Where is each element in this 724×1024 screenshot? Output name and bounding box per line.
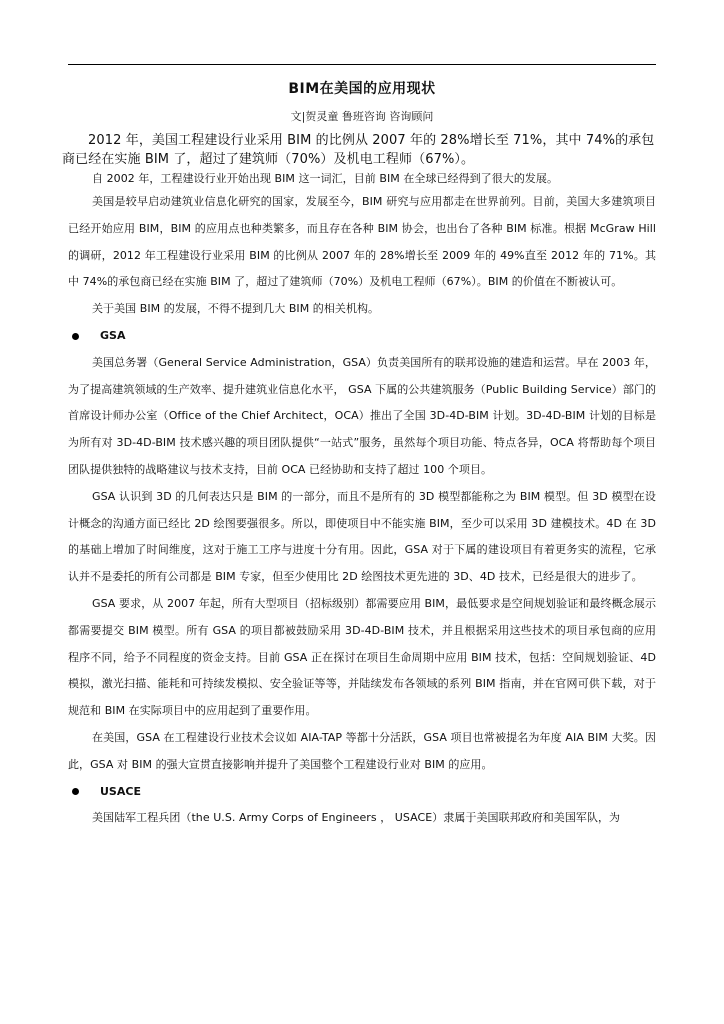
document-title: BIM在美国的应用现状 bbox=[288, 81, 436, 97]
lead-quote bbox=[62, 131, 658, 169]
paragraph-gsa-2: GSA 认识到 3D 的几何表达只是 BIM 的一部分，而且不是所有的 3D 模型都能称之为 BIM 模型。但 3D 模型在设计概念的沟通方面已经比 2D 绘图要强很多。所以，即使项目中不能实施 BIM，至少可以采用 3D 建模技术。4D 在 3D 的基础上增加了时间维度，这对于施工工序与进度十分有用。因此，GSA 对于下属的建设项目有着更务实的流程，它承认并不是委托的所有公司都是 BIM 专家，但至少使用比 2D 绘图技术更先进的 3D、4D 技术，已经是很大的进步了。 bbox=[68, 489, 656, 584]
paragraph-us-overview: 美国是较早启动建筑业信息化研究的国家，发展至今，BIM 研究与应用都走在世界前列。目前，美国大多建筑项目已经开始应用 BIM，BIM 的应用点也种类繁多，而且存在各种 BIM 协会，也出台了各种 BIM 标准。根据 McGraw Hill 的调研，2012 年工程建设行业采用 BIM 的比例从 2007 年的 28%增长至 2009 年的 49%直至 2012 年的 71%。其中 74%的承包商已经在实施 BIM 了，超过了建筑师（70%）及机电工程师（67%）。BIM 的价值在不断被认可。 bbox=[68, 195, 656, 289]
section-heading-usace bbox=[68, 779, 656, 806]
lead-paragraph: 2012 年，美国工程建设行业采用 BIM 的比例从 2007 年的 28%增长至 71%，其中 74%的承包商已经在实施 BIM 了，超过了建筑师（70%）及机电工程师（67%）。 bbox=[62, 133, 655, 167]
bullet-dot-icon bbox=[72, 333, 79, 340]
section-heading-gsa bbox=[68, 323, 656, 350]
section-heading-label: GSA bbox=[100, 328, 126, 342]
bullet-dot-icon bbox=[72, 788, 79, 795]
author-byline: 文|贺灵童 鲁班咨询 咨询顾问 bbox=[290, 110, 434, 123]
paragraph-gsa-1: 美国总务署（General Service Administration，GSA）负责美国所有的联邦设施的建造和运营。早在 2003 年，为了提高建筑领域的生产效率、提升建筑业信息化水平， GSA 下属的公共建筑服务（Public Building Service）部门的首席设计师办公室（Office of the Chief Architect，OCA）推出了全国 3D-4D-BIM 计划。3D-4D-BIM 计划的目标是为所有对 3D-4D-BIM 技术感兴趣的项目团队提供“一站式”服务，虽然每个项目功能、特点各异，OCA 将帮助每个项目团队提供独特的战略建议与技术支持，目前 OCA 已经协助和支持了超过 100 个项目。 bbox=[68, 355, 656, 476]
paragraph-usace-1: 美国陆军工程兵团（the U.S. Army Corps of Engineers ， USACE）隶属于美国联邦政府和美国军队，为 bbox=[92, 811, 621, 825]
document-page bbox=[62, 70, 656, 832]
header-rule bbox=[68, 64, 656, 65]
section-heading-label: USACE bbox=[100, 784, 141, 798]
paragraph-gsa-3: GSA 要求，从 2007 年起，所有大型项目（招标级别）都需要应用 BIM，最低要求是空间规划验证和最终概念展示都需要提交 BIM 模型。所有 GSA 的项目都被鼓励采用 3D-4D-BIM 技术，并且根据采用这些技术的项目承包商的应用程序不同，给予不同程度的资金支持。目前 GSA 正在探讨在项目生命周期中应用 BIM 技术，包括：空间规划验证、4D 模拟，激光扫描、能耗和可持续发模拟、安全验证等等，并陆续发布各领域的系列 BIM 指南，并在官网可供下载，对于规范和 BIM 在实际项目中的应用起到了重要作用。 bbox=[68, 596, 656, 718]
paragraph-gsa-4: 在美国，GSA 在工程建设行业技术会议如 AIA-TAP 等都十分活跃，GSA 项目也常被提名为年度 AIA BIM 大奖。因此，GSA 对 BIM 的强大宣贯直接影响并提升了美国整个工程建设行业对 BIM 的应用。 bbox=[68, 730, 656, 771]
paragraph-intro: 自 2002 年，工程建设行业开始出现 BIM 这一词汇，目前 BIM 在全球已经得到了很大的发展。 bbox=[92, 172, 559, 185]
paragraph-agencies: 关于美国 BIM 的发展，不得不提到几大 BIM 的相关机构。 bbox=[92, 302, 380, 316]
